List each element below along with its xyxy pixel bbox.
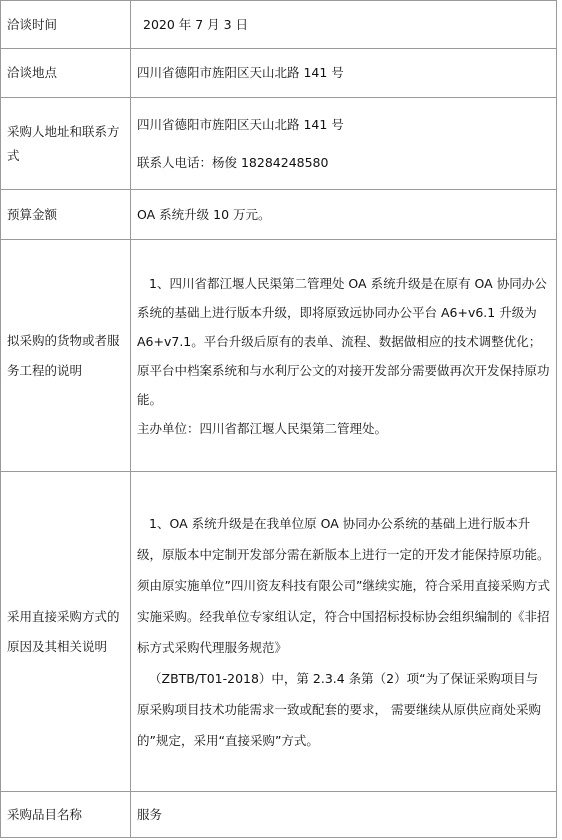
- row-label: 采用直接采购方式的原因及其相关说明: [1, 472, 131, 792]
- host-unit: 主办单位：四川省都江堰人民渠第二管理处。: [137, 420, 388, 436]
- row-label: 采购品目名称: [1, 792, 131, 838]
- row-label: 预算金额: [1, 190, 131, 240]
- negotiation-location: 四川省德阳市旌阳区天山北路 141 号: [131, 49, 557, 98]
- purchaser-contact: 联系人电话：杨俊 18284248580: [137, 154, 329, 170]
- table-row: [1, 240, 557, 472]
- direct-procurement-reason: 1、OA 系统升级是在我单位原 OA 协同办公系统的基础上进行版本升级，原版本中定制开发部分需在新版本上进行一定的开发才能保持原功能。须由原实施单位”四川资友科技有限公司”继续实施，符合采用直接采购方式实施采购。经我单位专家组认定，符合中国招标投标协会组织编制的《非招标方式采购代理服务规范》: [137, 515, 550, 655]
- table-row: [1, 98, 557, 190]
- table-row: [1, 792, 557, 838]
- project-description: 1、四川省都江堰人民渠第二管理处 OA 系统升级是在原有 OA 协同办公系统的基础上进行版本升级，即将原致远协同办公平台 A6+v6.1 升级为 A6+v7.1。平台升级后原有的表单、流程、数据做相应的技术调整优化；原平台中档案系统和与水利厅公文的对接开发部分需要做再次开发保持原功能。: [137, 275, 550, 407]
- table-row: [1, 1, 557, 49]
- table-row: [1, 190, 557, 240]
- row-label: 洽谈时间: [1, 1, 131, 49]
- negotiation-date: 2020 年 7 月 3 日: [143, 16, 249, 32]
- budget-amount: OA 系统升级 10 万元。: [131, 190, 557, 240]
- direct-procurement-basis: （ZBTB/T01-2018）中，第 2.3.4 条第（2）项“为了保证采购项目与原采购项目技术功能需求一致或配套的要求， 需要继续从原供应商处采购的”规定，采用“直接采购”方式。: [137, 670, 541, 748]
- row-value: [131, 240, 557, 472]
- row-value: [131, 1, 557, 49]
- row-label: 洽谈地点: [1, 49, 131, 98]
- row-label: 采购人地址和联系方式: [1, 98, 131, 190]
- row-value: [131, 98, 557, 190]
- row-value: [131, 472, 557, 792]
- table-row: [1, 472, 557, 792]
- procurement-item-name: 服务: [131, 792, 557, 838]
- purchaser-address: 四川省德阳市旌阳区天山北路 141 号: [137, 116, 344, 132]
- table-row: [1, 49, 557, 98]
- row-label: 拟采购的货物或者服务工程的说明: [1, 240, 131, 472]
